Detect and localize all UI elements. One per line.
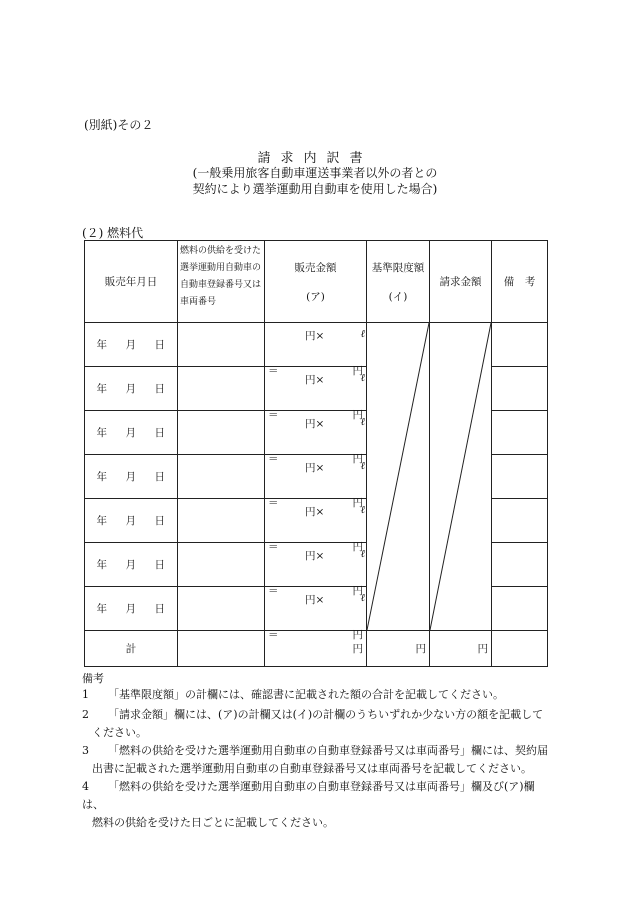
liter-unit: ℓ [360, 504, 365, 516]
vehicle-cell[interactable] [178, 499, 265, 543]
yen-unit: 円 [352, 453, 363, 465]
total-limit-yen: 円 [415, 643, 426, 655]
header-claim: 請求金額 [430, 241, 492, 323]
equals-sign: ＝ [268, 365, 279, 377]
remarks-cell[interactable] [492, 543, 548, 587]
remarks-cell[interactable] [492, 411, 548, 455]
equals-sign: ＝ [268, 585, 279, 597]
amount-cell[interactable] [265, 587, 367, 641]
remarks-cell[interactable] [492, 455, 548, 499]
yen-times-label: 円× [305, 506, 325, 518]
note-continuation: 燃料の供給を受けた日ごとに記載してください。 [92, 816, 334, 829]
date-cell[interactable]: 年 月 日 [85, 455, 178, 499]
note-number: 1 [82, 688, 89, 701]
date-cell[interactable]: 年 月 日 [85, 323, 178, 367]
claim-cell-struck [430, 323, 492, 631]
liter-unit: ℓ [360, 460, 365, 472]
diagonal-strike-limit [367, 323, 429, 630]
amount-cell[interactable] [265, 543, 367, 597]
liter-unit: ℓ [360, 416, 365, 428]
remarks-cell[interactable] [492, 367, 548, 411]
amount-cell[interactable] [265, 367, 367, 421]
header-date: 販売年月日 [85, 241, 178, 323]
total-amount-cell[interactable] [265, 631, 367, 667]
yen-unit: 円 [352, 409, 363, 421]
header-limit-mark: (イ) [388, 290, 408, 303]
yen-times-label: 円× [305, 330, 325, 342]
note-text: 「請求金額」欄には、(ア)の計欄又は(イ)の計欄のうちいずれか少ない方の額を記載して [108, 708, 544, 721]
section-title: (２) 燃料代 [82, 226, 144, 240]
remarks-cell[interactable] [492, 499, 548, 543]
total-row [85, 631, 548, 667]
note-number: 4 [82, 780, 89, 793]
header-amount-label: 販売金額 [294, 261, 337, 274]
equals-sign: ＝ [268, 497, 279, 509]
header-amount [265, 241, 367, 323]
total-claim-cell[interactable] [430, 631, 492, 667]
vehicle-cell[interactable] [178, 323, 265, 367]
remarks-cell[interactable] [492, 323, 548, 367]
yen-times-label: 円× [305, 374, 325, 386]
page-label: (別紙)その２ [84, 118, 154, 132]
liter-unit: ℓ [360, 592, 365, 604]
note-item [82, 778, 552, 832]
yen-times-label: 円× [305, 594, 325, 606]
date-cell[interactable]: 年 月 日 [85, 587, 178, 631]
yen-unit: 円 [352, 541, 363, 553]
subtitle-line-1: (一般乗用旅客自動車運送事業者以外の者との [192, 166, 438, 180]
note-item [82, 706, 552, 742]
total-limit-cell[interactable] [367, 631, 430, 667]
note-number: 2 [82, 708, 89, 721]
header-limit-label: 基準限度額 [371, 261, 425, 274]
note-text: 「基準限度額」の計欄には、確認書に記載された額の合計を記載してください。 [108, 688, 504, 701]
total-amount-yen: 円 [352, 643, 363, 655]
header-limit [367, 241, 430, 323]
note-continuation: 出書に記載された選挙運動用自動車の自動車登録番号又は車両番号を記載してください。 [92, 762, 532, 775]
date-cell[interactable]: 年 月 日 [85, 499, 178, 543]
header-remarks: 備 考 [492, 241, 548, 323]
note-item [82, 686, 552, 704]
yen-unit: 円 [352, 585, 363, 597]
header-row [85, 241, 548, 323]
vehicle-cell[interactable] [178, 367, 265, 411]
vehicle-cell[interactable] [178, 455, 265, 499]
yen-unit: 円 [352, 629, 363, 641]
limit-cell-struck [367, 323, 430, 631]
liter-unit: ℓ [360, 372, 365, 384]
yen-unit: 円 [352, 497, 363, 509]
amount-cell[interactable] [265, 455, 367, 509]
vehicle-cell[interactable] [178, 587, 265, 631]
header-amount-mark: (ア) [306, 290, 325, 303]
table-row [85, 323, 548, 367]
total-claim-yen: 円 [477, 643, 488, 655]
total-vehicle-cell [178, 631, 265, 667]
date-cell[interactable]: 年 月 日 [85, 411, 178, 455]
page-title: 請求内訳書 [257, 151, 373, 166]
subtitle-line-2: 契約により選挙運動用自動車を使用した場合) [192, 182, 438, 196]
diagonal-strike-claim [430, 323, 491, 630]
yen-times-label: 円× [305, 462, 325, 474]
vehicle-cell[interactable] [178, 411, 265, 455]
amount-cell[interactable] [265, 499, 367, 553]
note-text: 「燃料の供給を受けた選挙運動用自動車の自動車登録番号又は車両番号」欄には、契約届 [108, 744, 548, 757]
notes-title: 備考 [82, 672, 104, 685]
equals-sign: ＝ [268, 541, 279, 553]
vehicle-cell[interactable] [178, 543, 265, 587]
date-cell[interactable]: 年 月 日 [85, 543, 178, 587]
equals-sign: ＝ [268, 629, 279, 641]
remarks-cell[interactable] [492, 587, 548, 631]
note-item [82, 742, 552, 778]
note-number: 3 [82, 744, 89, 757]
amount-cell[interactable] [265, 323, 367, 377]
fuel-cost-table [84, 240, 548, 667]
note-text: 「燃料の供給を受けた選挙運動用自動車の自動車登録番号又は車両番号」欄及び(ア)欄は、 [82, 780, 535, 811]
note-continuation: ください。 [92, 726, 147, 739]
yen-times-label: 円× [305, 550, 325, 562]
liter-unit: ℓ [360, 328, 365, 340]
date-cell[interactable]: 年 月 日 [85, 367, 178, 411]
amount-cell[interactable] [265, 411, 367, 465]
liter-unit: ℓ [360, 548, 365, 560]
yen-unit: 円 [352, 365, 363, 377]
header-vehicle: 燃料の供給を受けた選挙運動用自動車の自動車登録番号又は車両番号 [178, 241, 265, 323]
equals-sign: ＝ [268, 409, 279, 421]
yen-times-label: 円× [305, 418, 325, 430]
equals-sign: ＝ [268, 453, 279, 465]
total-remarks-cell[interactable] [492, 631, 548, 667]
total-label: 計 [85, 631, 178, 667]
